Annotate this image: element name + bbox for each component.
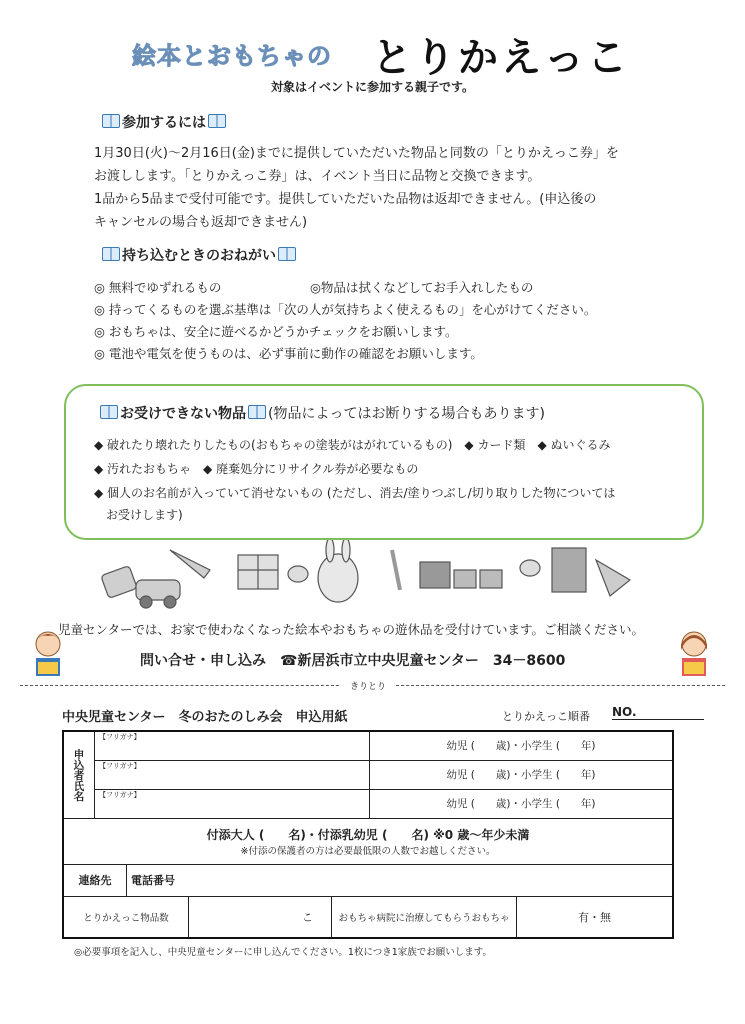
unacceptable-line: ◆ 個人のお名前が入っていて消せないもの (ただし、消去/塗りつぶし/切り取りした物については <box>94 486 616 500</box>
page-title: とりかえっこ <box>372 35 630 81</box>
title-subheading: 絵本とおもちゃの <box>132 42 332 70</box>
name-field[interactable]: 【フリガナ】 <box>95 760 370 789</box>
text-line: 1月30日(火)～2月16日(金)までに提供していただいた物品と同数の「とりかえっこ券」を <box>94 146 619 161</box>
request-line: ◎ 無料でゆずれるもの <box>94 280 222 295</box>
application-form <box>62 730 674 939</box>
companion-text: 付添大人 ( 名)・付添乳幼児 ( 名) ※0 歳～年少未満 <box>206 827 530 842</box>
toy-train-icon <box>420 562 450 588</box>
heading-text: 持ち込むときのおねがい <box>122 248 276 264</box>
book-icon <box>100 405 118 419</box>
request-line: ◎ おもちゃは、安全に遊べるかどうかチェックをお願いします。 <box>94 324 458 339</box>
unacceptable-line: ◆ 汚れたおもちゃ ◆ 廃棄処分にリサイクル券が必要なもの <box>94 462 419 476</box>
section-requests-heading <box>100 245 298 265</box>
trumpet-icon <box>170 550 210 578</box>
text-line: お渡しします。「とりかえっこ券」は、イベント当日に品物と交換できます。 <box>94 169 541 184</box>
companion-field[interactable] <box>63 818 673 864</box>
contact-organization: ☎新居浜市立中央児童センター <box>280 653 479 669</box>
request-line: ◎物品は拭くなどしてお手入れしたもの <box>310 280 534 295</box>
toy-hospital-label: おもちゃ病院に治療してもらうおもちゃ <box>332 897 517 937</box>
text-line: キャンセルの場合も返却できません) <box>94 215 308 230</box>
book-stack-icon <box>552 548 586 592</box>
contact-label: 問い合せ・申し込み <box>140 653 266 669</box>
age-field[interactable]: 幼児 ( 歳)・小学生 ( 年) <box>370 760 674 789</box>
girl-reading-icon <box>676 628 712 682</box>
contact-label: 連絡先 <box>64 865 127 896</box>
unacceptable-line: お受けします) <box>94 508 183 522</box>
form-title: 中央児童センター 冬のおたのしみ会 申込用紙 <box>62 710 348 725</box>
section-participation-heading <box>100 112 228 132</box>
toy-row <box>63 896 673 938</box>
stocking-icon <box>596 560 630 596</box>
unacceptable-line: ◆ 破れたり壊れたりしたもの(おもちゃの塗装がはがれているもの) ◆ カード類 ◆ ぬいぐるみ <box>94 438 611 452</box>
age-field[interactable]: 幼児 ( 歳)・小学生 ( 年) <box>370 789 674 818</box>
request-line: ◎ 持ってくるものを選ぶ基準は「次の人が気持ちよく使えるもの」を心がけてください。 <box>94 302 597 317</box>
participation-text <box>94 142 619 234</box>
book-icon <box>208 114 226 128</box>
contact-row <box>63 864 673 896</box>
phone-field[interactable]: 電話番号 <box>131 874 175 887</box>
accept-notice: 児童センターでは、お家で使わなくなった絵本やおもちゃの遊休品を受付けています。ご相談ください。 <box>58 622 645 637</box>
toy-hospital-field[interactable]: 有・無 <box>578 910 611 924</box>
drum-icon <box>101 566 137 599</box>
bunny-plush-icon <box>318 554 358 602</box>
name-field[interactable]: 【フリガナ】 <box>95 731 370 760</box>
candy-icon <box>520 560 540 576</box>
name-field[interactable]: 【フリガナ】 <box>95 789 370 818</box>
companion-note: ※付添の保護者の方は必要最低限の人数でお越しください。 <box>240 845 496 857</box>
book-icon <box>278 247 296 261</box>
book-icon <box>102 247 120 261</box>
age-field[interactable]: 幼児 ( 歳)・小学生 ( 年) <box>370 731 674 760</box>
candy-cane-icon <box>392 550 400 590</box>
request-line: ◎ 電池や電気を使うものは、必ず事前に動作の確認をお願いします。 <box>94 346 483 361</box>
heading-text: 参加するには <box>122 115 206 131</box>
target-audience: 対象はイベントに参加する親子です。 <box>270 80 475 94</box>
toy-count-label: とりかえっこ物品数 <box>64 897 189 937</box>
section-unacceptable-heading <box>98 403 545 423</box>
order-number-label: とりかえっこ順番 <box>502 710 590 723</box>
cut-label: きりとり <box>340 679 396 692</box>
toy-count-field[interactable]: こ <box>189 897 332 937</box>
contact-phone: 34－8600 <box>492 653 566 669</box>
candy-icon <box>288 566 308 582</box>
applicant-label: 申込者氏名 <box>63 731 95 818</box>
bottom-note: ◎必要事項を記入し、中央児童センターに申し込んでください。1枚につき1家族でお願いします。 <box>74 947 493 958</box>
contact-line <box>140 650 565 670</box>
heading-note: (物品によってはお断りする場合もあります) <box>268 406 545 422</box>
book-icon <box>102 114 120 128</box>
boy-reading-icon <box>30 628 66 682</box>
heading-text: お受けできない物品 <box>120 406 246 422</box>
order-number-field[interactable]: NO. <box>612 705 704 720</box>
book-icon <box>248 405 266 419</box>
text-line: 1品から5品まで受付可能です。提供していただいた品物は返却できません。(申込後の <box>94 192 597 207</box>
toys-decoration <box>100 540 645 615</box>
